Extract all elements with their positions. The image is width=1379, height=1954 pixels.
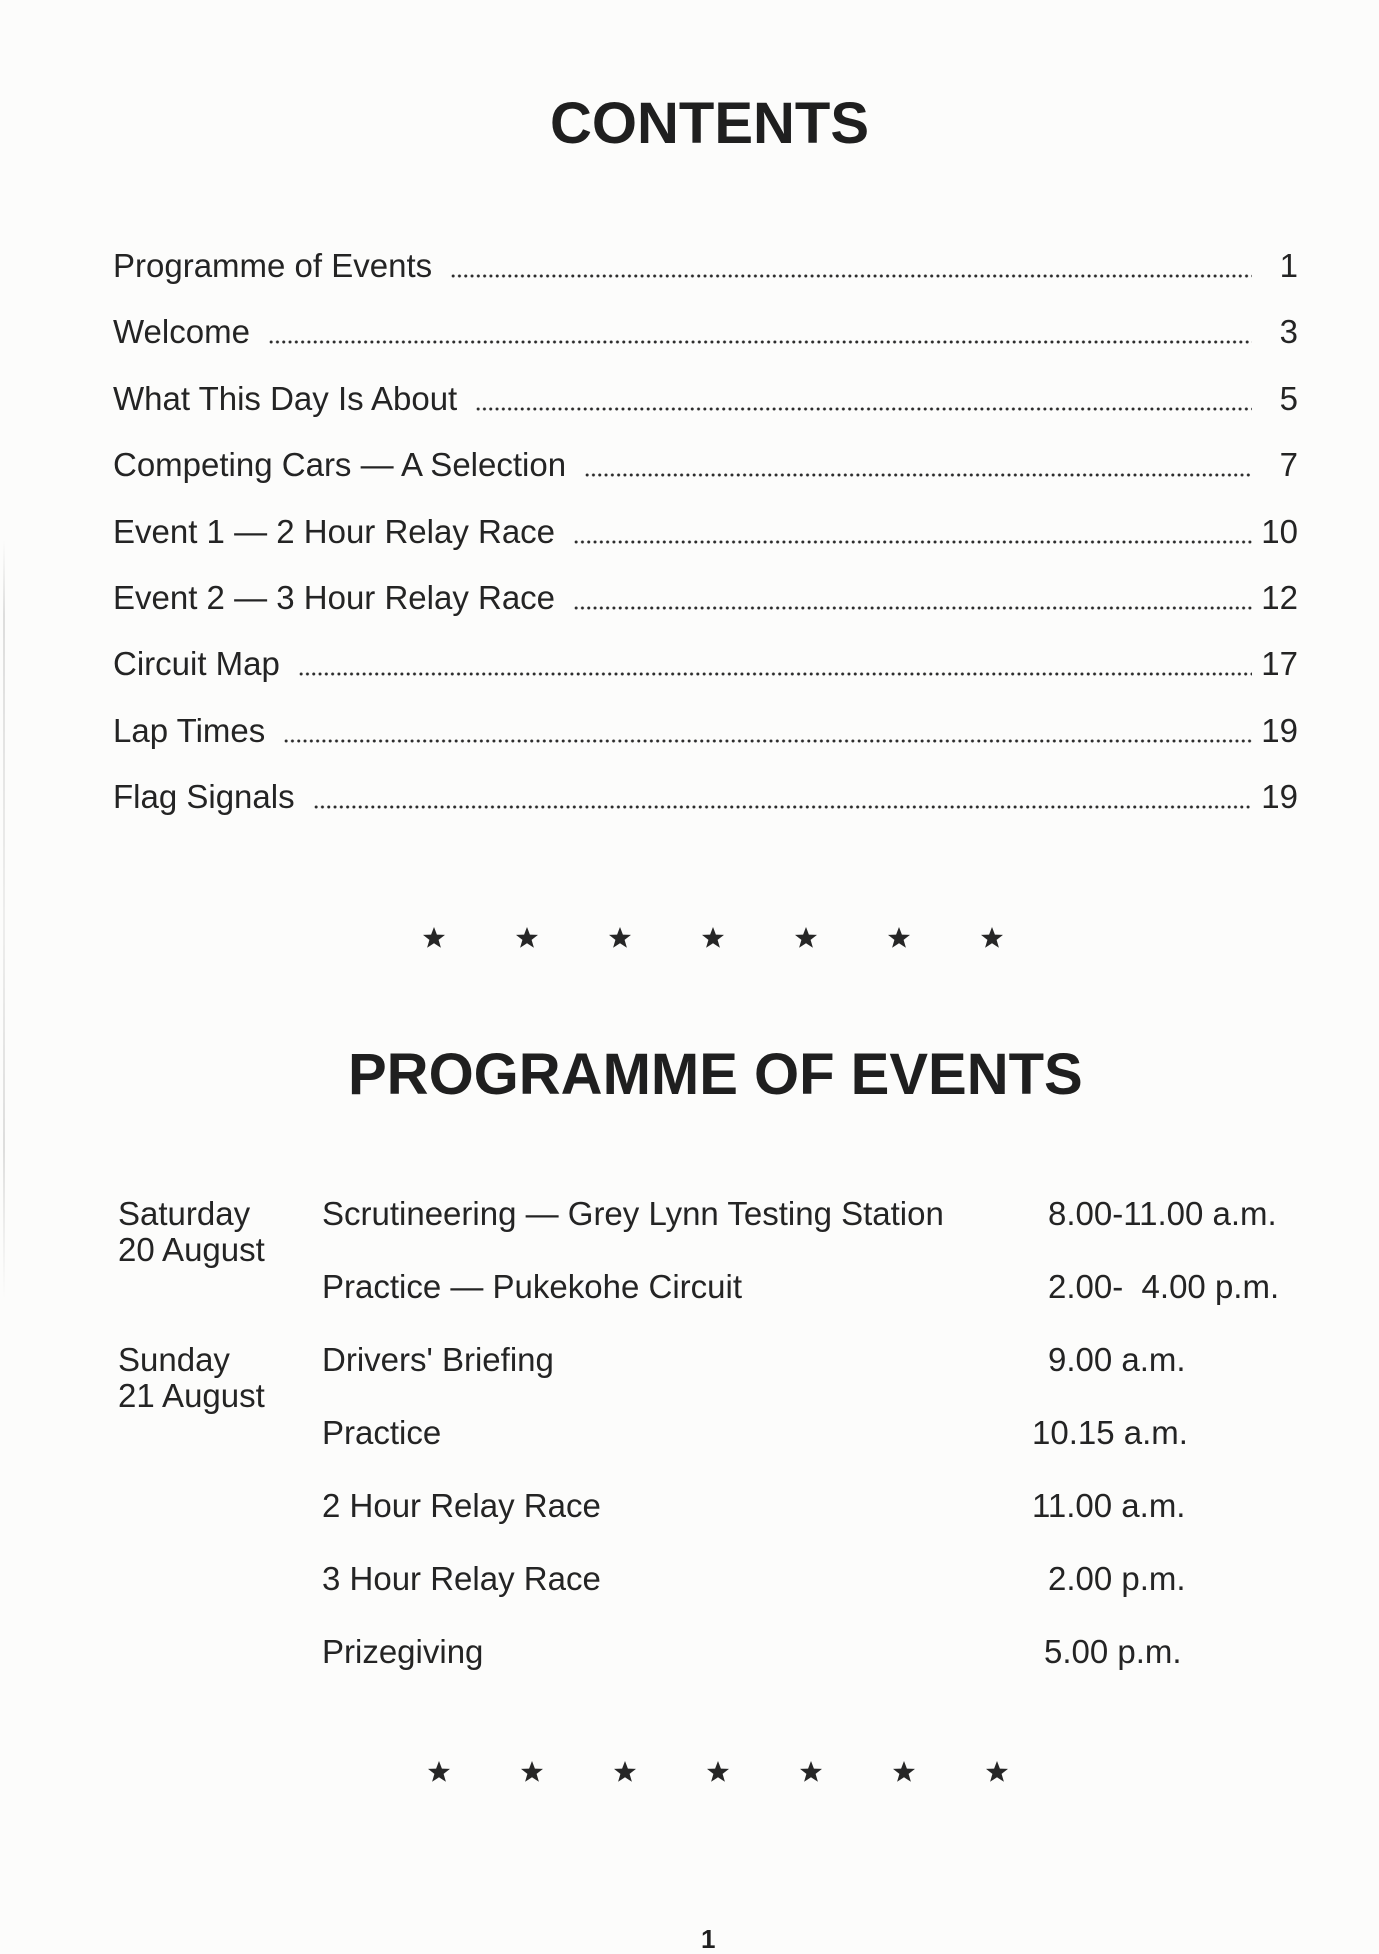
schedule-item [0,1634,1379,1707]
toc-entry[interactable] [113,246,1298,312]
toc-entry-page: 7 [1279,446,1298,484]
toc-entry-title: Programme of Events [113,247,433,284]
dot-leader [283,711,1252,751]
toc-entry[interactable] [113,379,1298,445]
star-icon [422,926,446,950]
dot-leader [268,312,1252,352]
event-name: Practice — Pukekohe Circuit [322,1267,742,1305]
toc-entry-page: 3 [1279,313,1298,351]
toc-entry[interactable] [113,312,1298,378]
star-icon [887,926,911,950]
day-date: 21 August [118,1376,265,1414]
table-of-contents [113,246,1298,844]
toc-entry[interactable] [113,777,1298,843]
toc-entry-page: 5 [1279,379,1298,417]
toc-entry-title: Event 2 — 3 Hour Relay Race [113,578,556,616]
toc-entry-page: 10 [1261,512,1298,550]
event-name: 3 Hour Relay Race [322,1559,601,1597]
star-divider [427,1760,1009,1784]
toc-entry-title: Welcome [113,313,250,351]
event-time: 11.00 a.m. [1032,1486,1186,1524]
star-icon [980,926,1004,950]
toc-entry-page: 19 [1261,778,1298,816]
star-icon [515,926,539,950]
event-name: Drivers' Briefing [322,1340,554,1378]
toc-entry-page: 12 [1261,578,1298,616]
event-name: Practice [322,1413,442,1451]
schedule-item [0,1561,1379,1634]
toc-entry[interactable] [113,711,1298,777]
star-icon [608,926,632,950]
event-time: 2.00- 4.00 p.m. [1048,1267,1280,1305]
dot-leader [313,777,1252,817]
programme-schedule [0,1196,1379,1707]
toc-entry[interactable] [113,578,1298,644]
toc-entry-page: 1 [1279,247,1298,284]
event-time: 10.15 a.m. [1032,1413,1188,1451]
toc-entry-page: 17 [1261,645,1298,683]
toc-entry[interactable] [113,644,1298,710]
day-name: Saturday [118,1194,251,1232]
toc-entry[interactable] [113,445,1298,511]
star-icon [520,1760,544,1784]
schedule-item [0,1269,1379,1342]
star-icon [427,1760,451,1784]
dot-leader [573,512,1252,552]
schedule-item [0,1415,1379,1488]
event-time: 5.00 p.m. [1044,1632,1182,1670]
contents-heading: CONTENTS [550,91,869,156]
star-divider [422,926,1004,950]
event-time: 2.00 p.m. [1048,1559,1186,1597]
toc-entry-title: Event 1 — 2 Hour Relay Race [113,512,556,550]
toc-entry-title: Competing Cars — A Selection [113,446,567,484]
star-icon [892,1760,916,1784]
event-name: Scrutineering — Grey Lynn Testing Station [322,1194,944,1232]
programme-heading: PROGRAMME OF EVENTS [348,1042,1083,1107]
toc-entry[interactable] [113,512,1298,578]
event-time: 9.00 a.m. [1048,1340,1186,1378]
dot-leader [475,379,1252,419]
schedule-item [0,1488,1379,1561]
event-time: 8.00-11.00 a.m. [1048,1194,1277,1232]
day-group-saturday [0,1196,1379,1342]
toc-entry-title: Circuit Map [113,645,280,683]
event-name: Prizegiving [322,1632,484,1670]
day-group-sunday [0,1342,1379,1707]
star-icon [799,1760,823,1784]
schedule-item [0,1196,1379,1269]
dot-leader [584,445,1252,485]
scan-edge-mark [3,540,5,1300]
event-name: 2 Hour Relay Race [322,1486,601,1524]
star-icon [706,1760,730,1784]
dot-leader [573,578,1252,618]
dot-leader [450,246,1252,286]
day-name: Sunday [118,1340,230,1378]
dot-leader [298,644,1252,684]
star-icon [794,926,818,950]
day-date: 20 August [118,1230,265,1268]
toc-entry-title: Lap Times [113,711,266,749]
toc-entry-title: What This Day Is About [113,379,458,417]
star-icon [701,926,725,950]
toc-entry-page: 19 [1261,711,1298,749]
star-icon [613,1760,637,1784]
page-number: 1 [701,1924,716,1954]
schedule-item [0,1342,1379,1415]
star-icon [985,1760,1009,1784]
toc-entry-title: Flag Signals [113,778,295,816]
